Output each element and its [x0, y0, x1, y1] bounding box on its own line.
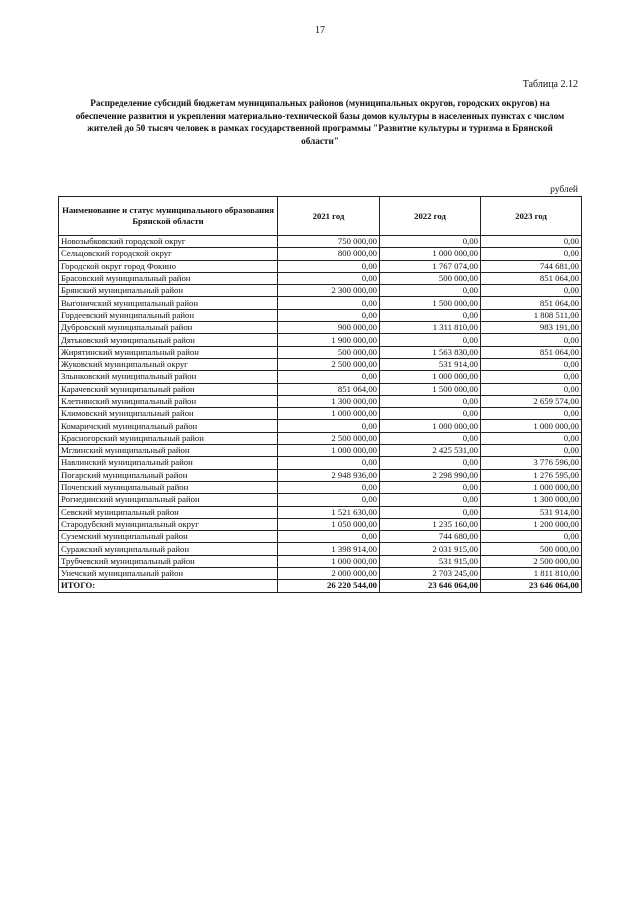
cell-2021: 900 000,00: [278, 322, 380, 334]
cell-municipality: Дубровский муниципальный район: [59, 322, 278, 334]
table-header-row: [59, 197, 582, 236]
page-number: 17: [315, 25, 325, 36]
cell-2022: 0,00: [380, 494, 481, 506]
table-row: [59, 555, 582, 567]
cell-2022: 2 298 990,00: [380, 469, 481, 481]
cell-2022: 2 031 915,00: [380, 543, 481, 555]
cell-2021: 2 948 936,00: [278, 469, 380, 481]
cell-2023: 0,00: [481, 334, 582, 346]
table-row: [59, 272, 582, 284]
cell-municipality: Жуковский муниципальный округ: [59, 358, 278, 370]
table-row: [59, 568, 582, 580]
table-row: [59, 445, 582, 457]
cell-2023: 3 776 596,00: [481, 457, 582, 469]
cell-2021: 1 398 914,00: [278, 543, 380, 555]
cell-2022: 531 914,00: [380, 358, 481, 370]
cell-2021: 2 500 000,00: [278, 358, 380, 370]
cell-municipality: Навлинский муниципальный район: [59, 457, 278, 469]
cell-municipality: Городской округ город Фокино: [59, 260, 278, 272]
cell-2023: 0,00: [481, 445, 582, 457]
cell-municipality: Рогнединский муниципальный район: [59, 494, 278, 506]
cell-2021: 2 500 000,00: [278, 432, 380, 444]
cell-2021: 0,00: [278, 457, 380, 469]
cell-municipality: Суземский муниципальный район: [59, 531, 278, 543]
cell-2023: 0,00: [481, 383, 582, 395]
table-row: [59, 297, 582, 309]
cell-2021: 0,00: [278, 494, 380, 506]
cell-municipality: Стародубский муниципальный округ: [59, 518, 278, 530]
cell-2021: 0,00: [278, 260, 380, 272]
cell-2022: 1 235 160,00: [380, 518, 481, 530]
header-2022: 2022 год: [380, 197, 481, 236]
cell-2022: 1 000 000,00: [380, 420, 481, 432]
cell-2022: 0,00: [380, 236, 481, 248]
cell-2023: 1 300 000,00: [481, 494, 582, 506]
cell-2022: 1 500 000,00: [380, 383, 481, 395]
cell-2022: 0,00: [380, 457, 481, 469]
cell-2023: 1 000 000,00: [481, 420, 582, 432]
cell-2021: 2 000 000,00: [278, 568, 380, 580]
cell-2023: 0,00: [481, 248, 582, 260]
cell-2021: 26 220 544,00: [278, 580, 380, 592]
cell-2023: 0,00: [481, 531, 582, 543]
cell-2023: 0,00: [481, 285, 582, 297]
cell-municipality: Брасовский муниципальный район: [59, 272, 278, 284]
cell-2022: 500 000,00: [380, 272, 481, 284]
cell-2023: 983 191,00: [481, 322, 582, 334]
cell-2022: 0,00: [380, 481, 481, 493]
cell-2021: 0,00: [278, 309, 380, 321]
cell-2021: 2 300 000,00: [278, 285, 380, 297]
cell-2021: 1 900 000,00: [278, 334, 380, 346]
cell-municipality: Климовский муниципальный район: [59, 408, 278, 420]
cell-municipality: Сельцовский городской округ: [59, 248, 278, 260]
table-row: [59, 457, 582, 469]
table-row: [59, 358, 582, 370]
cell-2022: 0,00: [380, 334, 481, 346]
cell-2023: 1 811 810,00: [481, 568, 582, 580]
header-2021: 2021 год: [278, 197, 380, 236]
cell-2022: 1 000 000,00: [380, 248, 481, 260]
cell-municipality: Клетнянский муниципальный район: [59, 395, 278, 407]
table-row: [59, 531, 582, 543]
cell-municipality: Жирятинский муниципальный район: [59, 346, 278, 358]
cell-municipality: Красногорский муниципальный район: [59, 432, 278, 444]
cell-municipality: Новозыбковский городской округ: [59, 236, 278, 248]
table-row: [59, 543, 582, 555]
table-row: [59, 260, 582, 272]
table-row: [59, 506, 582, 518]
cell-2023: 0,00: [481, 371, 582, 383]
cell-2021: 1 521 630,00: [278, 506, 380, 518]
unit-label: рублей: [550, 185, 578, 195]
table-row: [59, 420, 582, 432]
cell-2023: 1 808 511,00: [481, 309, 582, 321]
table-label: Таблица 2.12: [522, 79, 578, 90]
cell-2022: 1 500 000,00: [380, 297, 481, 309]
table-body: [59, 236, 582, 593]
table-row: [59, 334, 582, 346]
cell-2023: 2 659 574,00: [481, 395, 582, 407]
cell-municipality: Мглинский муниципальный район: [59, 445, 278, 457]
cell-2023: 0,00: [481, 358, 582, 370]
cell-2022: 0,00: [380, 395, 481, 407]
table-row: [59, 285, 582, 297]
cell-municipality: Севский муниципальный район: [59, 506, 278, 518]
cell-2022: 1 563 830,00: [380, 346, 481, 358]
cell-2023: 0,00: [481, 408, 582, 420]
total-row: [59, 580, 582, 592]
table-row: [59, 236, 582, 248]
cell-2023: 23 646 064,00: [481, 580, 582, 592]
cell-municipality: Погарский муниципальный район: [59, 469, 278, 481]
cell-2023: 1 276 595,00: [481, 469, 582, 481]
table-row: [59, 432, 582, 444]
cell-2022: 1 767 074,00: [380, 260, 481, 272]
cell-2021: 500 000,00: [278, 346, 380, 358]
cell-2023: 500 000,00: [481, 543, 582, 555]
table-row: [59, 309, 582, 321]
cell-2021: 0,00: [278, 531, 380, 543]
cell-2022: 0,00: [380, 432, 481, 444]
cell-2023: 851 064,00: [481, 297, 582, 309]
cell-2021: 1 000 000,00: [278, 555, 380, 567]
table-row: [59, 469, 582, 481]
cell-municipality: Унечский муниципальный район: [59, 568, 278, 580]
header-municipality: Наименование и статус муниципального образования Брянской области: [59, 197, 278, 236]
cell-municipality: Гордеевский муниципальный район: [59, 309, 278, 321]
cell-2021: 0,00: [278, 420, 380, 432]
cell-2021: 0,00: [278, 371, 380, 383]
cell-2021: 0,00: [278, 481, 380, 493]
subsidy-table: [58, 196, 582, 593]
cell-2021: 1 000 000,00: [278, 408, 380, 420]
cell-2021: 0,00: [278, 272, 380, 284]
cell-municipality: Злынковский муниципальный район: [59, 371, 278, 383]
cell-2023: 851 064,00: [481, 346, 582, 358]
cell-2022: 531 915,00: [380, 555, 481, 567]
header-2023: 2023 год: [481, 197, 582, 236]
cell-2022: 0,00: [380, 309, 481, 321]
cell-municipality: Выгоничский муниципальный район: [59, 297, 278, 309]
cell-2021: 750 000,00: [278, 236, 380, 248]
cell-2022: 2 425 531,00: [380, 445, 481, 457]
cell-2023: 851 064,00: [481, 272, 582, 284]
table-row: [59, 371, 582, 383]
cell-2021: 1 000 000,00: [278, 445, 380, 457]
cell-municipality: ИТОГО:: [59, 580, 278, 592]
cell-2023: 0,00: [481, 432, 582, 444]
cell-2022: 23 646 064,00: [380, 580, 481, 592]
cell-municipality: Комаричский муниципальный район: [59, 420, 278, 432]
cell-2023: 1 200 000,00: [481, 518, 582, 530]
document-title: Распределение субсидий бюджетам муниципальных районов (муниципальных округов, городских округов) на обеспечение развития и укрепления материально-технической базы домов культуры в населенных пунктах с числом жителей до 50 тысяч человек в рамках государственной программы "Развитие культуры и туризма в Брянской области": [75, 98, 565, 146]
cell-2022: 0,00: [380, 408, 481, 420]
cell-2021: 851 064,00: [278, 383, 380, 395]
table-row: [59, 518, 582, 530]
cell-2022: 0,00: [380, 506, 481, 518]
cell-municipality: Суражский муниципальный район: [59, 543, 278, 555]
cell-2022: 0,00: [380, 285, 481, 297]
cell-municipality: Почепский муниципальный район: [59, 481, 278, 493]
cell-municipality: Брянский муниципальный район: [59, 285, 278, 297]
table-row: [59, 248, 582, 260]
cell-municipality: Трубчевский муниципальный район: [59, 555, 278, 567]
cell-2021: 800 000,00: [278, 248, 380, 260]
table-row: [59, 322, 582, 334]
cell-2023: 1 000 000,00: [481, 481, 582, 493]
cell-2022: 1 311 810,00: [380, 322, 481, 334]
cell-municipality: Дятьковский муниципальный район: [59, 334, 278, 346]
cell-2023: 2 500 000,00: [481, 555, 582, 567]
cell-2021: 1 300 000,00: [278, 395, 380, 407]
cell-municipality: Карачевский муниципальный район: [59, 383, 278, 395]
table-row: [59, 481, 582, 493]
table-row: [59, 346, 582, 358]
cell-2021: 0,00: [278, 297, 380, 309]
cell-2022: 1 000 000,00: [380, 371, 481, 383]
table-row: [59, 383, 582, 395]
cell-2023: 744 681,00: [481, 260, 582, 272]
cell-2023: 0,00: [481, 236, 582, 248]
table-row: [59, 395, 582, 407]
cell-2022: 2 703 245,00: [380, 568, 481, 580]
table-row: [59, 408, 582, 420]
cell-2021: 1 050 000,00: [278, 518, 380, 530]
cell-2022: 744 680,00: [380, 531, 481, 543]
cell-2023: 531 914,00: [481, 506, 582, 518]
table-row: [59, 494, 582, 506]
